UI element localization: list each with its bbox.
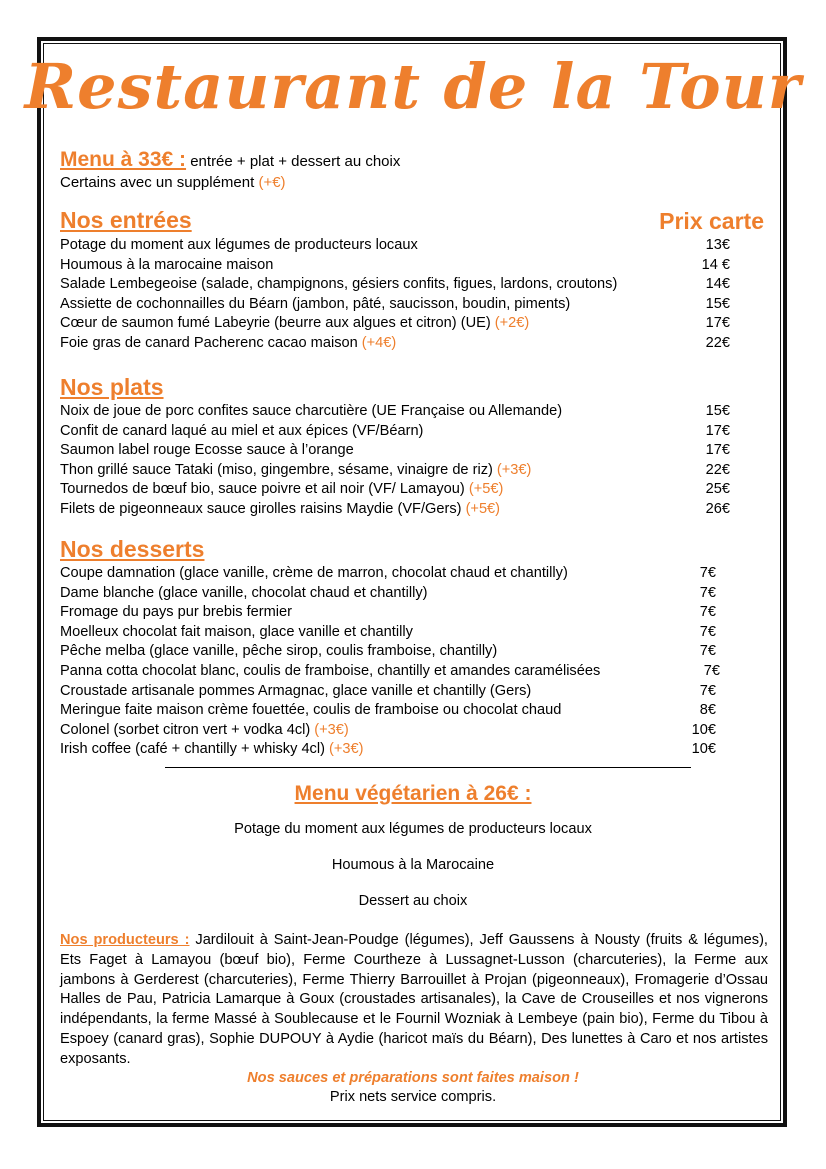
dish-price: 22€: [705, 334, 730, 351]
producteurs-label: Nos producteurs :: [60, 932, 190, 948]
footer-prices-note: Prix nets service compris.: [329, 1089, 497, 1105]
dish-name: Moelleux chocolat fait maison, glace vanille et chantilly: [60, 623, 413, 640]
producteurs-paragraph: [60, 931, 768, 1070]
supplement-price: (+3€): [329, 741, 364, 758]
dish-price: 15€: [705, 295, 730, 312]
dessert-item: [60, 662, 730, 682]
plat-item: [60, 461, 730, 481]
dish-name: Potage du moment aux légumes de producteurs locaux: [60, 237, 418, 253]
dish-price: 15€: [705, 403, 730, 419]
producteurs-text: Jardilouit à Saint-Jean-Poudge (légumes), Jeff Gaussens à Nousty (fruits & légumes), Ets Faget à Lamayou (bœuf bio), Ferme Courtheze à Lussagnet-Lusson (charcuteries), la Ferme aux jambons à Gerderest (charcuteries), Ferme Thierry Barrouillet à Projan (pigeonneaux), Fromagerie d’Ossau Halles de Pau, Patricia Lamarque à Goux (croustades artisanales), la Cave de Crouseilles et nos vignerons indépendants, la ferme Massé à Soublecause et le Fournil Wozniak à Lembeye (pain bio), Ferme du Tibou à Espoey (canard gras), Sophie DUPOUY à Aydie (haricot maïs du Béarn), Des lunettes à Caro et nos artistes exposants.: [60, 932, 768, 1067]
desserts-list: [60, 564, 730, 760]
plat-item: [60, 441, 730, 461]
dish-price: 22€: [705, 461, 730, 478]
dessert-item: [60, 701, 730, 721]
dish-name: Tournedos de bœuf bio, sauce poivre et ail noir (VF/ Lamayou): [60, 481, 469, 498]
supplement-note: Certains avec un supplément (+€): [60, 174, 286, 191]
dessert-item: [60, 721, 730, 741]
dish-name: Houmous à la marocaine maison: [60, 256, 274, 273]
supplement-price: (+5€): [465, 500, 501, 517]
entree-item: [60, 334, 730, 354]
dish-name: Colonel (sorbet citron vert + vodka 4cl): [60, 721, 315, 738]
dish-name: Cœur de saumon fumé Labeyrie (beurre aux algues et citron) (UE): [60, 315, 495, 332]
dish-price: 14 €: [701, 256, 730, 273]
dish-name: Irish coffee (café + chantilly + whisky 4cl): [60, 741, 330, 758]
dish-name: Noix de joue de porc confites sauce charcutière (UE Française ou Allemande): [60, 403, 563, 419]
dish-name: Assiette de cochonnailles du Béarn (jambon, pâté, saucisson, boudin, piments): [60, 295, 571, 312]
dish-name: Foie gras de canard Pacherenc cacao maison: [60, 334, 362, 351]
supplement-price: (+5€): [468, 481, 504, 498]
supplement-price: (+3€): [496, 461, 532, 478]
restaurant-title: Restaurant de la Tour: [24, 50, 802, 123]
dish-price: 13€: [705, 237, 730, 253]
dessert-item: [60, 584, 730, 604]
dish-price: 14€: [705, 276, 730, 293]
entree-item: [60, 256, 730, 276]
dish-name: Fromage du pays pur brebis fermier: [60, 604, 292, 621]
veg-item-dessert: Dessert au choix: [358, 893, 468, 909]
plat-item: [60, 422, 730, 442]
menu-vegetarien-heading: Menu végétarien à 26€ :: [294, 782, 532, 805]
menu-33-label: Menu à 33€ :: [60, 148, 187, 171]
dish-price: 25€: [705, 481, 730, 498]
dish-name: Confit de canard laqué au miel et aux épices (VF/Béarn): [60, 422, 424, 439]
footer-sauces-note: Nos sauces et préparations sont faites maison !: [247, 1070, 579, 1086]
dish-price: 7€: [699, 584, 716, 601]
dessert-item: [60, 642, 730, 662]
dish-price: 7€: [699, 565, 716, 581]
dish-name: Meringue faite maison crème fouettée, coulis de framboise ou chocolat chaud: [60, 702, 562, 719]
dish-price: 10€: [691, 721, 716, 738]
dish-name: Pêche melba (glace vanille, pêche sirop, coulis framboise, chantilly): [60, 643, 498, 660]
dish-price: 8€: [699, 702, 716, 719]
dish-price: 7€: [699, 682, 716, 699]
dish-price: 10€: [691, 741, 716, 758]
dish-name: Coupe damnation (glace vanille, crème de marron, chocolat chaud et chantilly): [60, 565, 568, 581]
dish-name: Dame blanche (glace vanille, chocolat chaud et chantilly): [60, 584, 428, 601]
dish-price: 7€: [699, 604, 716, 621]
plat-item: [60, 500, 730, 520]
entrees-list: [60, 236, 730, 354]
menu-33-desc: entrée + plat + dessert au choix: [186, 153, 401, 170]
dish-name: Thon grillé sauce Tataki (miso, gingembre, sésame, vinaigre de riz): [60, 461, 497, 478]
dish-name: Croustade artisanale pommes Armagnac, glace vanille et chantilly (Gers): [60, 682, 532, 699]
dessert-item: [60, 564, 730, 584]
supplement-price: (+4€): [361, 334, 397, 351]
entrees-heading: Nos entrées: [60, 207, 192, 233]
entree-item: [60, 275, 730, 295]
entree-item: [60, 295, 730, 315]
dish-price: 17€: [705, 442, 730, 459]
dish-price: 17€: [705, 422, 730, 439]
dish-name: Salade Lembegeoise (salade, champignons, gésiers confits, figues, lardons, croutons): [60, 276, 618, 293]
dish-price: 7€: [699, 643, 716, 660]
veg-item-main: Houmous à la Marocaine: [331, 857, 495, 873]
veg-item-starter: Potage du moment aux légumes de producteurs locaux: [234, 821, 592, 837]
menu-33-line: [60, 148, 400, 172]
plats-list: [60, 402, 730, 520]
supplement-price: (+2€): [494, 315, 530, 332]
dessert-item: [60, 603, 730, 623]
dessert-item: [60, 740, 730, 760]
supplement-price: (+3€): [314, 721, 349, 738]
plat-item: [60, 402, 730, 422]
dessert-item: [60, 623, 730, 643]
desserts-heading: Nos desserts: [60, 536, 205, 562]
entree-item: [60, 236, 730, 256]
dish-price: 7€: [703, 662, 720, 679]
dish-price: 26€: [705, 500, 730, 517]
dish-name: Saumon label rouge Ecosse sauce à l’orange: [60, 442, 354, 459]
plat-item: [60, 480, 730, 500]
entree-item: [60, 314, 730, 334]
dessert-item: [60, 682, 730, 702]
dish-name: Panna cotta chocolat blanc, coulis de framboise, chantilly et amandes caramélisées: [60, 662, 601, 679]
dish-price: 17€: [705, 315, 730, 332]
dish-name: Filets de pigeonneaux sauce girolles raisins Maydie (VF/Gers): [60, 500, 466, 517]
plats-heading: Nos plats: [60, 374, 164, 400]
prix-carte-heading: Prix carte: [659, 208, 764, 234]
divider: [165, 767, 691, 768]
dish-price: 7€: [699, 623, 716, 640]
